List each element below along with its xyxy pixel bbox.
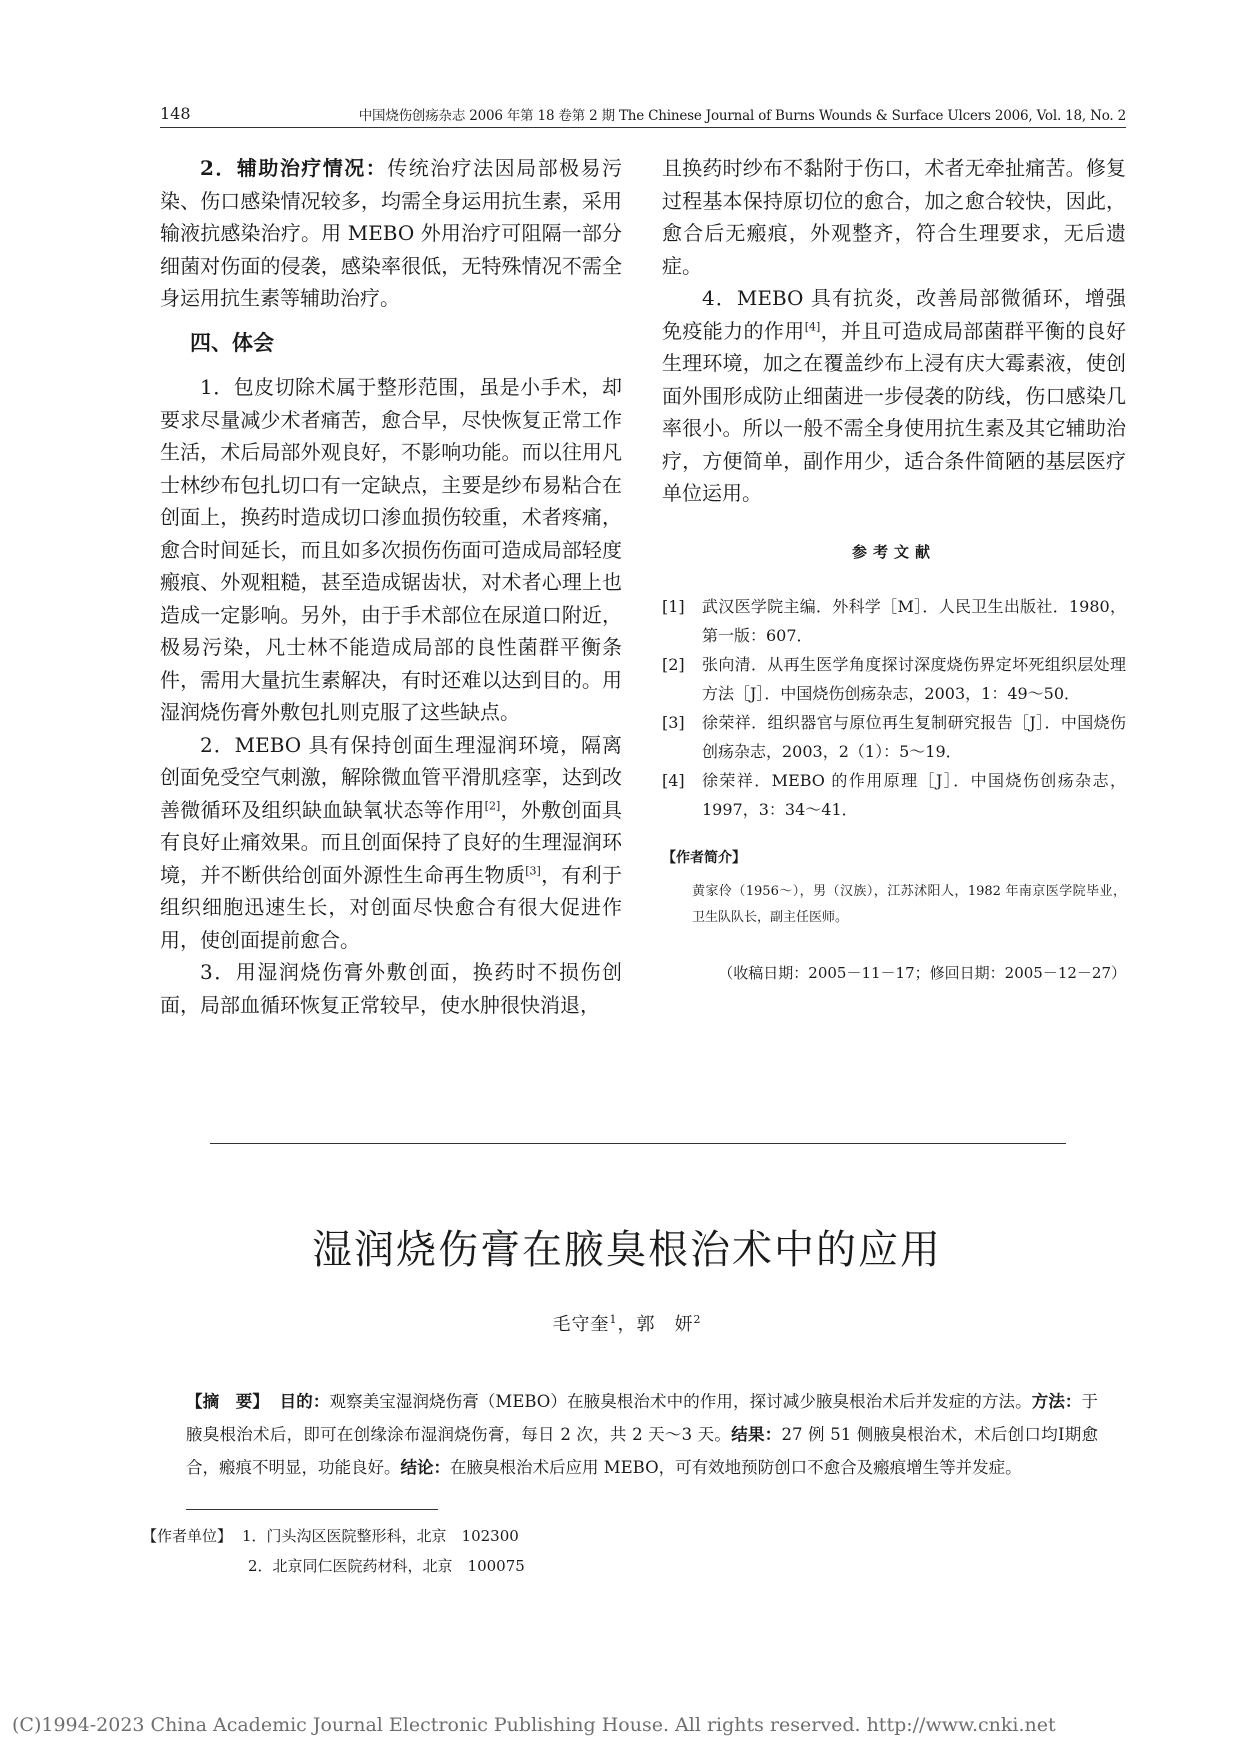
running-header [160, 100, 1126, 130]
right-column [662, 152, 1126, 989]
experience-paragraph-3: 3．用湿润烧伤膏外敷创面，换药时不损伤创面，局部血循环恢复正常较早，使水肿很快消退， [160, 960, 622, 1017]
experience-paragraph-4: 4．MEBO 具有抗炎，改善局部微循环，增强免疫能力的作用[4]，并且可造成局部菌群平衡的良好生理环境，加之在覆盖纱布上浸有庆大霉素液，使创面外围形成防止细菌进一步侵袭的防线，伤口感染几率很小。所以一般不需全身使用抗生素及其它辅助治疗，方便简单，副作用少，适合条件简陋的基层医疗单位运用。 [662, 286, 1127, 505]
article-authors: 毛守奎$^1$，郭 妍$^2$ [552, 1313, 702, 1335]
reference-item: [2] 张向清．从再生医学角度探讨深度烧伤界定坏死组织层处理方法［J］．中国烧伤创疡杂志，2003，1：49～50． [662, 655, 1126, 703]
reference-item: [4] 徐荣祥．MEBO 的作用原理［J］．中国烧伤创疡杂志，1997，3：34～41． [662, 771, 1126, 819]
left-column [160, 152, 622, 1021]
footnote-rule [186, 1509, 438, 1510]
article-title: 湿润烧伤膏在腋臭根治术中的应用 [312, 1227, 942, 1273]
affiliation-item: 1．门头沟区医院整形科，北京 102300 [242, 1527, 519, 1545]
reference-item: [3] 徐荣祥．组织器官与原位再生复制研究报告［J］．中国烧伤创疡杂志，2003，2（1）：5～19． [662, 713, 1126, 761]
aux-treatment-paragraph [160, 152, 622, 315]
experience-paragraph-1: 1．包皮切除术属于整形范围，虽是小手术，却要求尽量减少术者痛苦，愈合早，尽快恢复正常工作生活，术后局部外观良好，不影响功能。而以往用凡士林纱布包扎切口有一定缺点，主要是纱布易粘合在创面上，换药时造成切口渗血损伤较重，术者疼痛，愈合时间延长，而且如多次损伤伤面可造成局部轻度瘢痕、外观粗糙，甚至造成锯齿状，对术者心理上也造成一定影响。另外，由于手术部位在尿道口附近，极易污染，凡士林不能造成局部的良性菌群平衡条件，需用大量抗生素解决，有时还难以达到目的。用湿润烧伤膏外敷包扎则克服了这些缺点。 [160, 375, 622, 724]
experience-paragraph-2: 2．MEBO 具有保持创面生理湿润环境，隔离创面免受空气刺激，解除微血管平滑肌痉挛，达到改善微循环及组织缺血缺氧状态等作用[2]，外敷创面具有良好止痛效果。而且创面保持了良好的生理湿润环境，并不断供给创面外源性生命再生物质[3]，有利于组织细胞迅速生长，对创面尽快愈合有很大促进作用，使创面提前愈合。 [160, 732, 623, 952]
header-rule [160, 127, 1126, 128]
author-name: 毛守奎 [552, 1314, 610, 1335]
aux-treatment-heading: 2．辅助治疗情况： [200, 156, 388, 180]
citation-ref: [2] [484, 798, 501, 812]
affiliation-item: 2．北京同仁医院药材科，北京 100075 [248, 1557, 525, 1575]
author-bio: 黄家伶（1956～），男（汉族），江苏沭阳人，1982 年南京医学院毕业，卫生队队长，副主任医师。 [692, 883, 1126, 925]
article-divider [210, 1143, 1066, 1144]
author-bio-label: 【作者简介】 [662, 850, 746, 866]
abstract: 【摘 要】 目的：观察美宝湿润烧伤膏（MEBO）在腋臭根治术中的作用，探讨减少腋臭根治术后并发症的方法。方法：于腋臭根治术后，即可在创缘涂布湿润烧伤膏，每日 2 次，共 2 天～3 天。结果：27 例 51 侧腋臭根治术，术后创口均Ⅰ期愈合，瘢痕不明显，功能良好。结论：在腋臭根治术后应用 MEBO，可有效地预防创口不愈合及瘢痕增生等并发症。 [186, 1392, 1099, 1477]
abstract-label: 【摘 要】 [186, 1392, 269, 1411]
received-date: （收稿日期：2005－11－17；修回日期：2005－12－27） [718, 963, 1126, 982]
experience-paragraph-3-cont: 且换药时纱布不黏附于伤口，术者无牵扯痛苦。修复过程基本保持原切位的愈合，加之愈合较快，因此，愈合后无瘢痕，外观整齐，符合生理要求，无后遗症。 [662, 156, 1126, 278]
section-title: 四、体会 [190, 330, 274, 355]
citation-ref: [3] [525, 863, 541, 877]
author-affiliations [142, 1521, 842, 1581]
copyright-footer: (C)1994-2023 China Academic Journal Electronic Publishing House. All rights reserved. http://www.cnki.net [12, 1714, 1056, 1736]
page-number: 148 [160, 104, 191, 123]
citation-ref: [4] [804, 319, 821, 333]
author-name: 郭 妍 [636, 1314, 694, 1335]
aux-treatment-body: 传统治疗法因局部极易污染、伤口感染情况较多，均需全身运用抗生素，采用输液抗感染治疗。用 MEBO 外用治疗可阻隔一部分细菌对伤面的侵袭，感染率很低，无特殊情况不需全身运用抗生素等辅助治疗。 [160, 156, 622, 310]
reference-list [662, 592, 1126, 824]
journal-citation: 中国烧伤创疡杂志 2006 年第 18 卷第 2 期 The Chinese Journal of Burns Wounds & Surface Ulcers 2006, Vol. 18, No. 2 [358, 108, 1126, 124]
references-title: 参考文献 [851, 542, 936, 561]
affiliation-label: 【作者单位】 [142, 1527, 233, 1545]
reference-item: [1] 武汉医学院主编．外科学［M］．人民卫生出版社．1980，第一版：607． [662, 597, 1126, 645]
